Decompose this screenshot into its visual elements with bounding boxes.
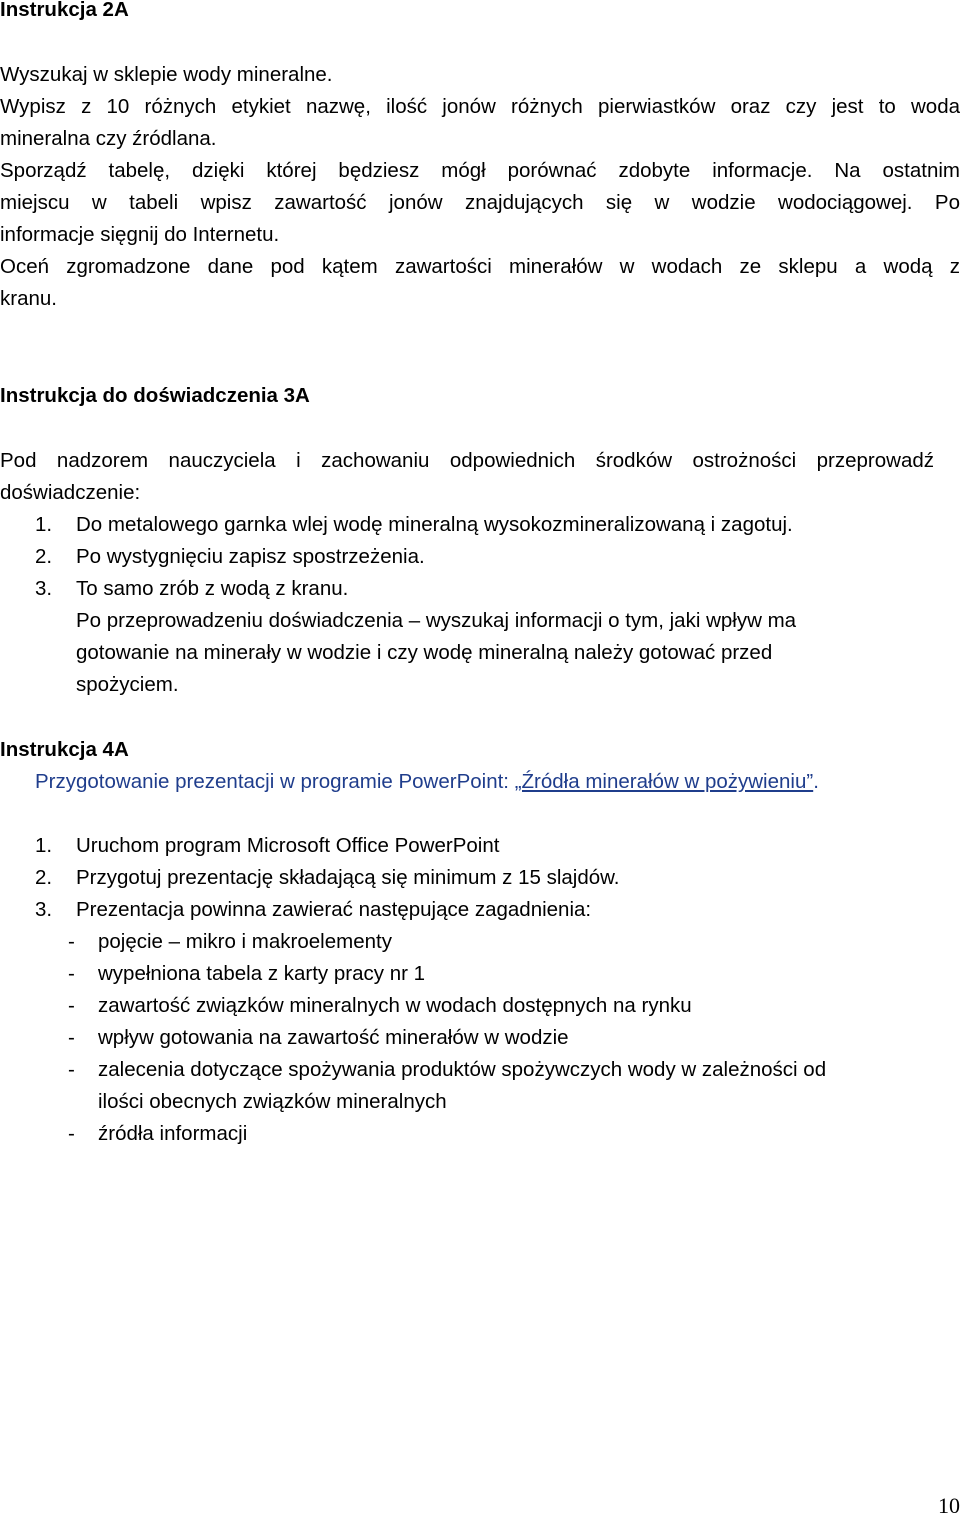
subtitle-prefix: Przygotowanie prezentacji w programie PowerPoint: (35, 770, 515, 793)
bullet-dash: - (68, 1122, 75, 1145)
bullet-item: zalecenia dotyczące spożywania produktów spożywczych wody w zależności od (98, 1058, 827, 1081)
paragraph-line: Oceń zgromadzone dane pod kątem zawartości minerałów w wodach ze sklepu a wodą z (0, 255, 960, 278)
subtitle-topic: „Źródła minerałów w pożywieniu” (514, 770, 814, 793)
bullet-dash: - (68, 962, 75, 985)
paragraph-line: spożyciem. (76, 673, 179, 696)
list-item: Do metalowego garnka wlej wodę mineralną wysokozmineralizowaną i zagotuj. (76, 513, 793, 536)
list-item: Po wystygnięciu zapisz spostrzeżenia. (76, 545, 425, 568)
heading-instrukcja-2a: Instrukcja 2A (0, 0, 129, 21)
heading-instrukcja-3a: Instrukcja do doświadczenia 3A (0, 384, 310, 407)
bullet-dash: - (68, 930, 75, 953)
bullet-dash: - (68, 1026, 75, 1049)
paragraph-line: miejscu w tabeli wpisz zawartość jonów znajdujących się w wodzie wodociągowej. Po (0, 191, 960, 214)
list-number: 3. (35, 577, 53, 600)
paragraph-line: doświadczenie: (0, 481, 141, 504)
list-item: To samo zrób z wodą z kranu. (76, 577, 349, 600)
bullet-item: wypełniona tabela z karty pracy nr 1 (98, 962, 426, 985)
paragraph-line: Wyszukaj w sklepie wody mineralne. (0, 63, 333, 86)
list-number: 2. (35, 866, 53, 889)
list-item: Uruchom program Microsoft Office PowerPoint (76, 834, 500, 857)
paragraph-line: gotowanie na minerały w wodzie i czy wodę mineralną należy gotować przed (76, 641, 773, 664)
paragraph-line: Sporządź tabelę, dzięki której będziesz mógł porównać zdobyte informacje. Na ostatnim (0, 159, 960, 182)
bullet-item: wpływ gotowania na zawartość minerałów w wodzie (98, 1026, 569, 1049)
list-number: 1. (35, 834, 53, 857)
paragraph-line: Pod nadzorem nauczyciela i zachowaniu odpowiednich środków ostrożności przeprowadź (0, 449, 934, 472)
paragraph-line: informacje sięgnij do Internetu. (0, 223, 280, 246)
bullet-item: pojęcie – mikro i makroelementy (98, 930, 392, 953)
list-item: Przygotuj prezentację składającą się minimum z 15 slajdów. (76, 866, 620, 889)
paragraph-line: Po przeprowadzeniu doświadczenia – wyszukaj informacji o tym, jaki wpływ ma (76, 609, 797, 632)
list-item: Prezentacja powinna zawierać następujące zagadnienia: (76, 898, 592, 921)
presentation-subtitle (35, 772, 819, 793)
paragraph-line: kranu. (0, 287, 57, 310)
subtitle-suffix: . (813, 770, 819, 793)
paragraph-line: mineralna czy źródlana. (0, 127, 217, 150)
paragraph-line: Wypisz z 10 różnych etykiet nazwę, ilość jonów różnych pierwiastków oraz czy jest to woda (0, 95, 960, 118)
bullet-dash: - (68, 994, 75, 1017)
bullet-dash: - (68, 1058, 75, 1081)
list-number: 2. (35, 545, 53, 568)
heading-instrukcja-4a: Instrukcja 4A (0, 738, 129, 761)
list-number: 1. (35, 513, 53, 536)
bullet-item: źródła informacji (98, 1122, 248, 1145)
bullet-item: zawartość związków mineralnych w wodach dostępnych na rynku (98, 994, 692, 1017)
page-number: 10 (938, 1493, 960, 1518)
bullet-item-continuation: ilości obecnych związków mineralnych (98, 1090, 447, 1113)
list-number: 3. (35, 898, 53, 921)
